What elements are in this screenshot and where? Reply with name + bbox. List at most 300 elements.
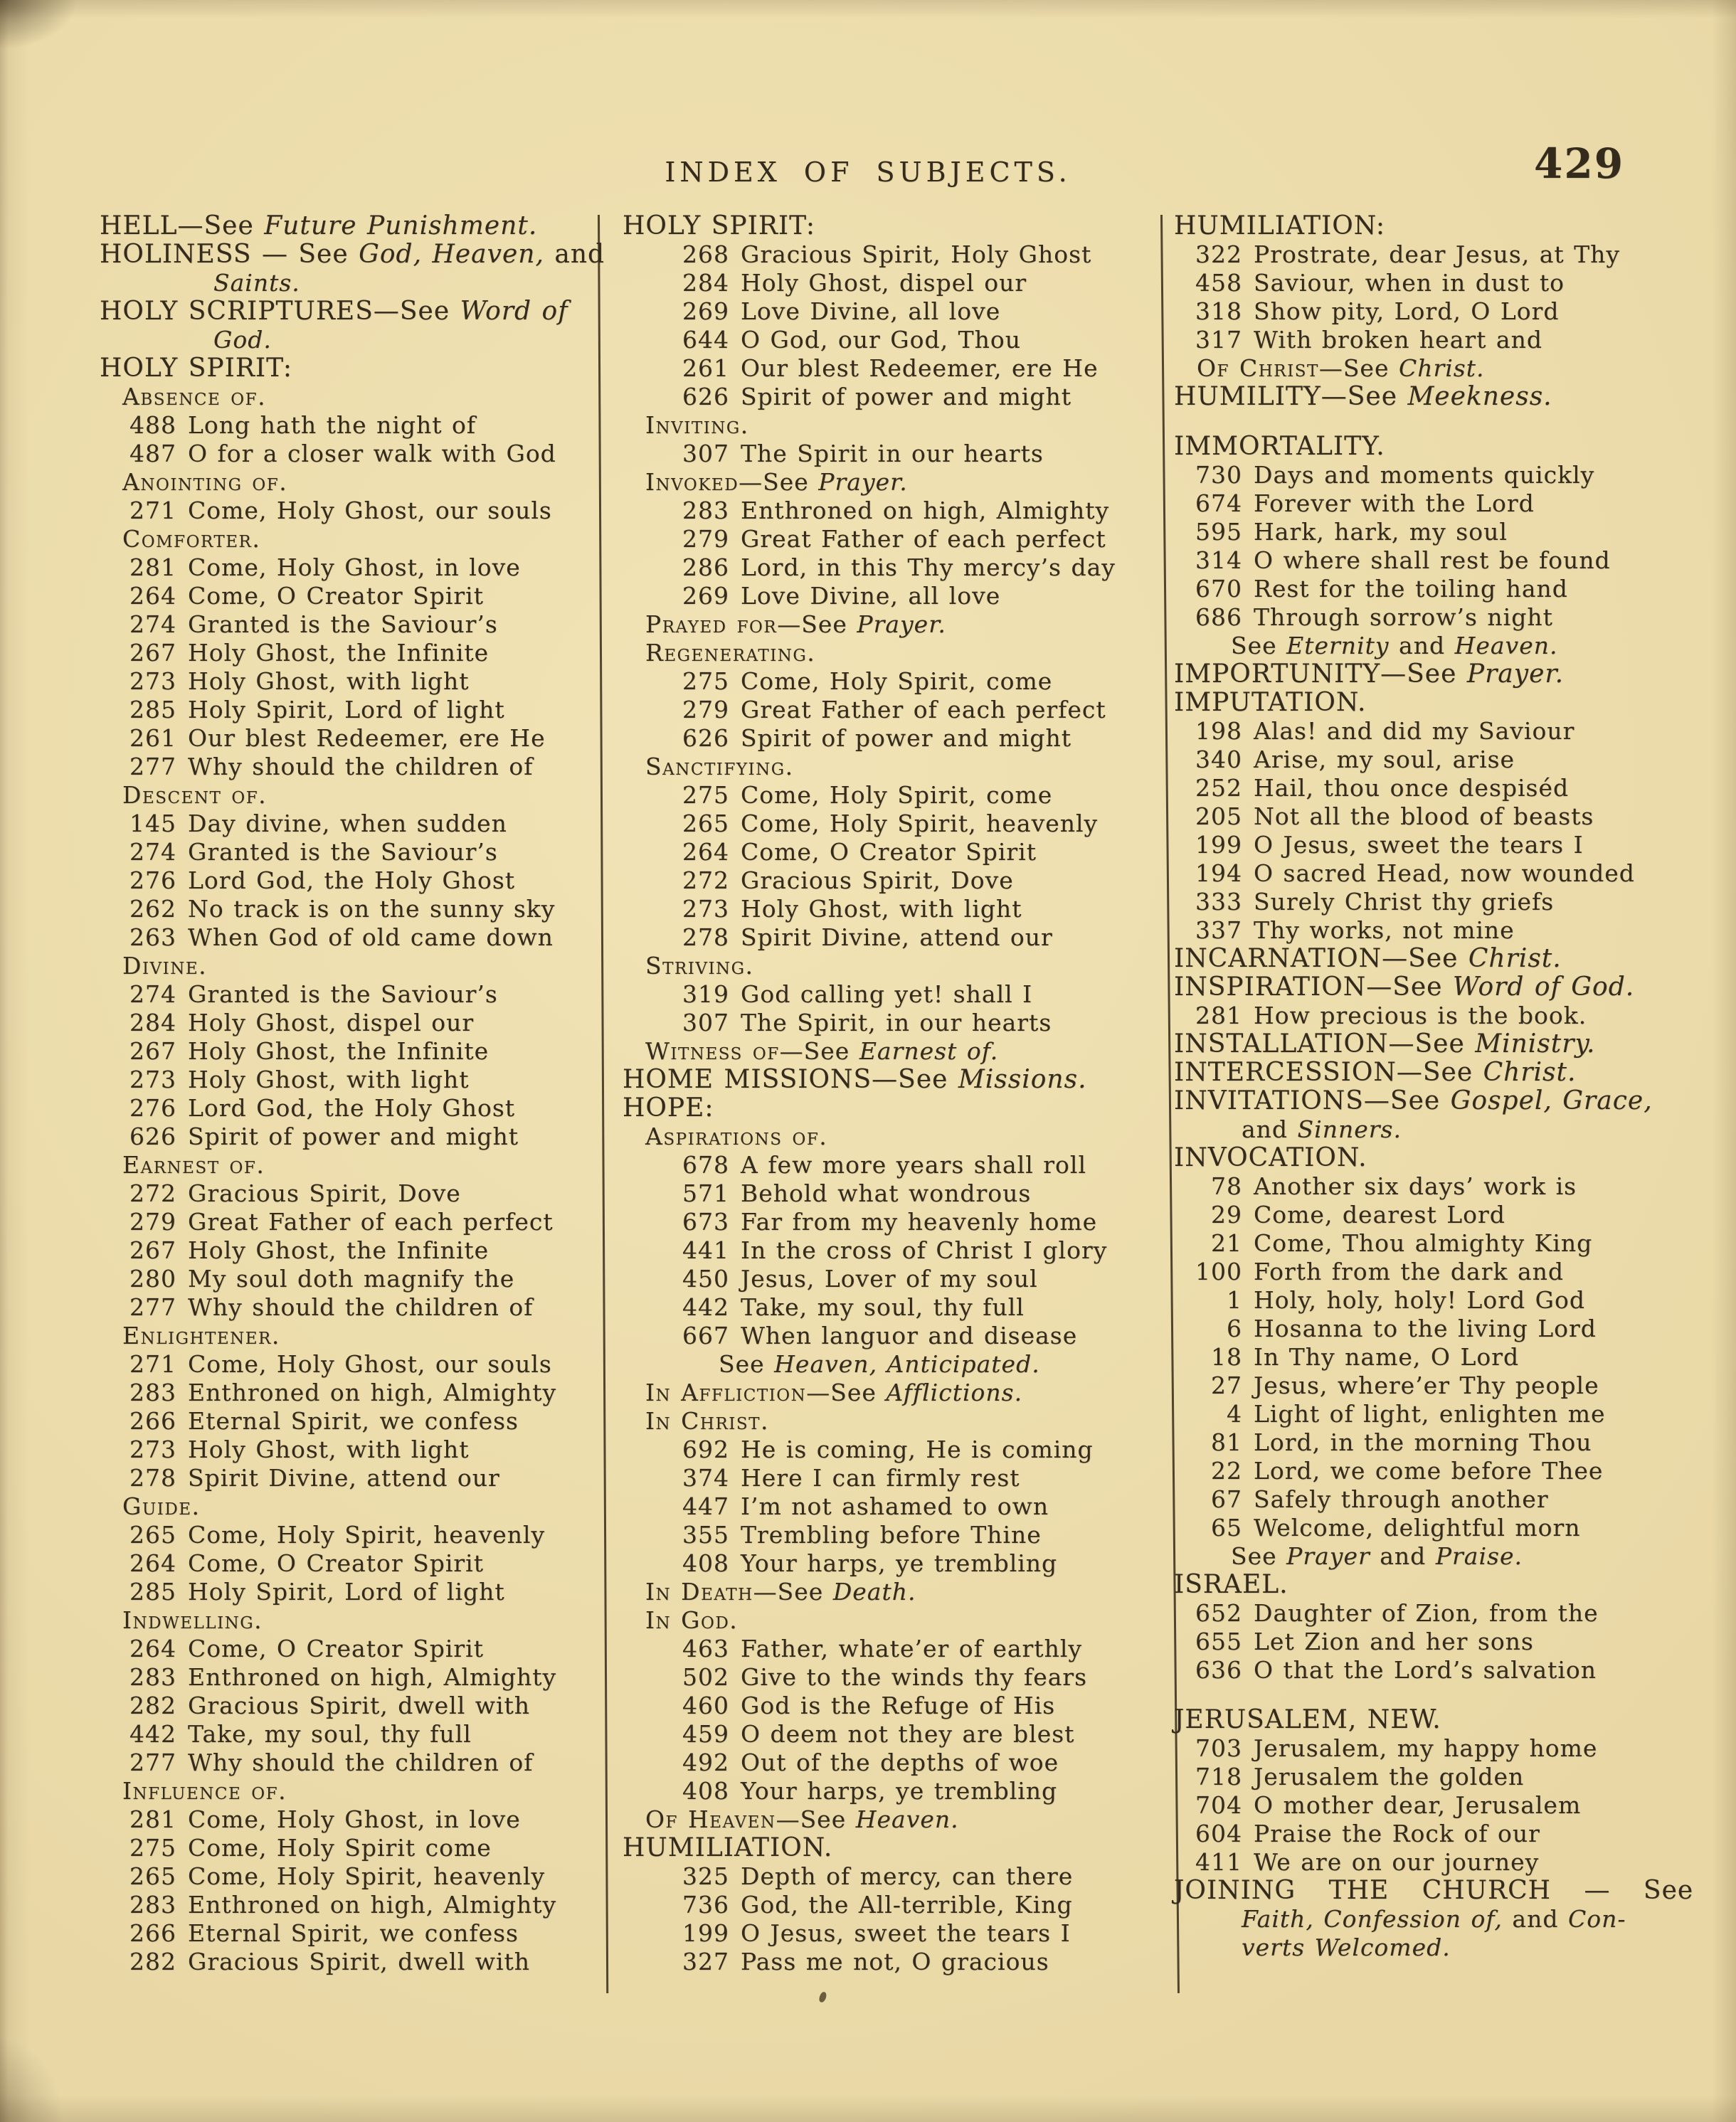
hymn-first-line: Holy, holy, holy! Lord God <box>1254 1286 1585 1314</box>
hymn-number: 319 <box>682 980 729 1008</box>
hymn-first-line: Holy Ghost, dispel our <box>741 269 1027 297</box>
hymn-entry <box>623 582 1153 610</box>
hymn-number: 317 <box>1195 326 1242 354</box>
hymn-entry <box>1174 774 1672 802</box>
hymn-number: 492 <box>682 1749 729 1776</box>
hymn-number: 595 <box>1195 518 1242 546</box>
line-text: Guide. <box>122 1492 201 1520</box>
hymn-number: 267 <box>129 1236 176 1264</box>
hymn-entry <box>1174 461 1672 489</box>
hymn-number: 271 <box>129 497 176 524</box>
hymn-number: 281 <box>129 553 176 581</box>
hymn-number: 283 <box>129 1663 176 1691</box>
hymn-first-line: Spirit Divine, attend our <box>741 923 1053 951</box>
hymn-number: 268 <box>682 240 729 268</box>
hymn-first-line: O sacred Head, now wounded <box>1254 859 1635 887</box>
line-text: and Sinners. <box>1242 1115 1402 1143</box>
hymn-entry <box>623 240 1153 269</box>
hymn-first-line: Eternal Spirit, we confess <box>188 1919 519 1947</box>
hymn-entry <box>100 923 598 952</box>
hymn-entry <box>623 1236 1153 1265</box>
hymn-number: 355 <box>682 1521 729 1549</box>
hymn-first-line: Holy Ghost, with light <box>188 667 470 695</box>
spacer <box>1174 1685 1672 1706</box>
line-text: HELL—See Future Punishment. <box>100 211 538 240</box>
hymn-entry <box>1174 1172 1672 1201</box>
hymn-first-line: Granted is the Saviour’s <box>188 838 498 866</box>
hymn-number: 6 <box>1227 1315 1242 1342</box>
hymn-number: 282 <box>129 1948 176 1975</box>
hymn-entry <box>100 1208 598 1236</box>
hymn-entry <box>100 1464 598 1492</box>
hymn-first-line: O where shall rest be found <box>1254 546 1611 574</box>
hymn-first-line: God calling yet! shall I <box>741 980 1033 1008</box>
hymn-entry <box>1174 1820 1672 1848</box>
hymn-number: 282 <box>129 1692 176 1719</box>
hymn-number: 262 <box>129 895 176 923</box>
hymn-first-line: Your harps, ye trembling <box>741 1549 1058 1577</box>
hymn-first-line: Show pity, Lord, O Lord <box>1254 297 1560 325</box>
index-line <box>645 639 1153 667</box>
hymn-first-line: Gracious Spirit, Dove <box>188 1179 461 1207</box>
hymn-number: 463 <box>682 1635 729 1662</box>
hymn-number: 264 <box>682 838 729 866</box>
column-divider-left <box>598 215 608 1993</box>
hymn-first-line: Your harps, ye trembling <box>741 1777 1058 1805</box>
line-text: ISRAEL. <box>1174 1570 1288 1599</box>
hymn-number: 285 <box>129 1578 176 1606</box>
hymn-entry <box>623 980 1153 1009</box>
line-text: IMPORTUNITY—See Prayer. <box>1174 659 1565 689</box>
hymn-entry <box>623 781 1153 810</box>
hymn-first-line: With broken heart and <box>1254 326 1542 354</box>
hymn-first-line: Hosanna to the living Lord <box>1254 1315 1597 1342</box>
hymn-number: 325 <box>682 1862 729 1890</box>
index-line <box>645 1578 1153 1606</box>
hymn-first-line: Love Divine, all love <box>741 297 1001 325</box>
hymn-number: 411 <box>1195 1848 1242 1876</box>
hymn-number: 145 <box>129 810 176 837</box>
page-title: INDEX OF SUBJECTS. <box>665 157 1071 188</box>
hymn-first-line: Holy Ghost, dispel our <box>188 1009 475 1036</box>
hymn-entry <box>100 610 598 639</box>
hymn-first-line: Come, Holy Spirit, heavenly <box>188 1521 546 1549</box>
hymn-first-line: O God, our God, Thou <box>741 326 1021 354</box>
hymn-first-line: Rest for the toiling hand <box>1254 575 1568 603</box>
hymn-first-line: Holy Spirit, Lord of light <box>188 696 505 723</box>
hymn-first-line: Another six days’ work is <box>1254 1172 1577 1200</box>
index-line <box>213 269 598 297</box>
hymn-first-line: Come, Holy Spirit, come <box>741 781 1053 809</box>
line-text: Influence of. <box>122 1777 287 1805</box>
line-text: See Eternity and Heaven. <box>1231 632 1558 659</box>
index-line <box>1174 1030 1672 1059</box>
hymn-entry <box>623 1179 1153 1208</box>
hymn-first-line: Granted is the Saviour’s <box>188 980 498 1008</box>
line-text: Enlightener. <box>122 1322 280 1349</box>
hymn-first-line: He is coming, He is coming <box>741 1436 1094 1463</box>
hymn-entry <box>623 1293 1153 1322</box>
hymn-entry <box>100 1265 598 1293</box>
hymn-first-line: Lord, in the morning Thou <box>1254 1428 1592 1456</box>
hymn-number: 284 <box>129 1009 176 1036</box>
hymn-first-line: O for a closer walk with God <box>188 440 556 467</box>
line-text: Absence of. <box>122 383 267 410</box>
line-text: HUMILIATION: <box>1174 211 1386 240</box>
hymn-number: 408 <box>682 1549 729 1577</box>
hymn-first-line: Why should the children of <box>188 1293 534 1321</box>
index-line <box>100 354 598 383</box>
hymn-entry <box>623 1322 1153 1350</box>
hymn-first-line: Behold what wondrous <box>741 1179 1032 1207</box>
hymn-first-line: Come, Holy Spirit come <box>188 1834 492 1862</box>
hymn-number: 333 <box>1195 888 1242 916</box>
hymn-entry <box>623 1492 1153 1521</box>
hymn-entry <box>623 1720 1153 1749</box>
index-line <box>213 326 598 354</box>
hymn-first-line: Long hath the night of <box>188 411 477 439</box>
hymn-first-line: My soul doth magnify the <box>188 1265 515 1293</box>
index-line <box>1174 383 1672 411</box>
index-line <box>645 411 1153 440</box>
index-line <box>122 525 598 553</box>
hymn-first-line: Let Zion and her sons <box>1254 1628 1534 1655</box>
line-text: Regenerating. <box>645 639 816 667</box>
line-text: Sanctifying. <box>645 753 794 780</box>
hymn-entry <box>623 1151 1153 1179</box>
hymn-number: 269 <box>682 582 729 610</box>
hymn-number: 272 <box>129 1179 176 1207</box>
hymn-entry <box>100 1720 598 1749</box>
hymn-entry <box>100 1919 598 1948</box>
hymn-entry <box>623 1549 1153 1578</box>
line-text: Faith, Confession of, and Con- <box>1242 1905 1626 1933</box>
hymn-entry <box>1174 1791 1672 1820</box>
index-line <box>645 610 1153 639</box>
hymn-number: 276 <box>129 1094 176 1122</box>
hymn-entry <box>1174 269 1672 297</box>
hymn-number: 374 <box>682 1464 729 1492</box>
index-line <box>645 753 1153 781</box>
line-text: IMPUTATION. <box>1174 688 1367 717</box>
hymn-first-line: God, the All-terrible, King <box>741 1891 1073 1919</box>
hymn-number: 275 <box>682 781 729 809</box>
line-text: In Christ. <box>645 1407 769 1435</box>
hymn-first-line: O Jesus, sweet the tears I <box>1254 831 1584 859</box>
hymn-number: 194 <box>1195 859 1242 887</box>
hymn-first-line: Day divine, when sudden <box>188 810 507 837</box>
hymn-entry <box>1174 1599 1672 1628</box>
hymn-entry <box>1174 1763 1672 1791</box>
index-line <box>1174 660 1672 689</box>
hymn-number: 736 <box>682 1891 729 1919</box>
hymn-first-line: Holy Ghost, the Infinite <box>188 1037 489 1065</box>
hymn-number: 29 <box>1211 1201 1242 1229</box>
hymn-entry <box>1174 297 1672 326</box>
hymn-number: 279 <box>682 525 729 553</box>
hymn-entry <box>1174 746 1672 774</box>
line-text: JOINING THE CHURCH — See <box>1174 1876 1694 1905</box>
hymn-entry <box>623 1265 1153 1293</box>
hymn-number: 442 <box>682 1293 729 1321</box>
line-text: Invoked—See Prayer. <box>645 468 908 496</box>
hymn-number: 441 <box>682 1236 729 1264</box>
hymn-first-line: Great Father of each perfect <box>741 525 1106 553</box>
hymn-number: 318 <box>1195 297 1242 325</box>
hymn-first-line: Our blest Redeemer, ere He <box>188 724 546 752</box>
hymn-first-line: Jerusalem the golden <box>1254 1763 1525 1791</box>
hymn-number: 266 <box>129 1407 176 1435</box>
hymn-entry <box>100 1094 598 1123</box>
hymn-number: 27 <box>1211 1372 1242 1399</box>
hymn-first-line: Come, O Creator Spirit <box>188 1635 484 1662</box>
index-line <box>623 1834 1153 1862</box>
hymn-number: 199 <box>1195 831 1242 859</box>
hymn-first-line: Holy Ghost, with light <box>188 1066 470 1093</box>
hymn-first-line: Alas! and did my Saviour <box>1254 717 1575 745</box>
hymn-entry <box>100 1436 598 1464</box>
line-text: INSTALLATION—See Ministry. <box>1174 1029 1596 1059</box>
hymn-number: 644 <box>682 326 729 354</box>
hymn-number: 67 <box>1211 1485 1242 1513</box>
hymn-number: 655 <box>1195 1628 1242 1655</box>
hymn-first-line: We are on our journey <box>1254 1848 1540 1876</box>
hymn-number: 272 <box>682 866 729 894</box>
line-text: verts Welcomed. <box>1242 1933 1451 1961</box>
hymn-entry <box>100 553 598 582</box>
hymn-entry <box>1174 603 1672 632</box>
index-column-1 <box>100 211 605 1976</box>
hymn-first-line: Come, Holy Spirit, heavenly <box>188 1862 546 1890</box>
line-text: HOLINESS — See God, Heaven, and <box>100 240 605 269</box>
hymn-number: 307 <box>682 440 729 467</box>
hymn-number: 447 <box>682 1492 729 1520</box>
hymn-first-line: Enthroned on high, Almighty <box>188 1891 557 1919</box>
line-text: Striving. <box>645 952 754 980</box>
line-text: HUMILITY—See Meekness. <box>1174 382 1552 411</box>
hymn-number: 674 <box>1195 489 1242 517</box>
hymn-number: 327 <box>682 1948 729 1975</box>
hymn-first-line: Our blest Redeemer, ere He <box>741 354 1099 382</box>
hymn-entry <box>100 1407 598 1436</box>
hymn-entry <box>623 895 1153 923</box>
index-line <box>1242 1933 1672 1962</box>
index-line <box>1231 632 1672 660</box>
hymn-entry <box>1174 546 1672 575</box>
hymn-number: 22 <box>1211 1457 1242 1485</box>
hymn-entry <box>100 1350 598 1379</box>
hymn-number: 277 <box>129 1749 176 1776</box>
hymn-first-line: Father, whate’er of earthly <box>741 1635 1083 1662</box>
hymn-number: 269 <box>682 297 729 325</box>
hymn-entry <box>1174 859 1672 888</box>
hymn-number: 252 <box>1195 774 1242 802</box>
hymn-entry <box>623 354 1153 383</box>
hymn-first-line: Spirit of power and might <box>741 383 1071 410</box>
hymn-number: 263 <box>129 923 176 951</box>
hymn-entry <box>623 497 1153 525</box>
hymn-entry <box>1174 1286 1672 1315</box>
line-text: Aspirations of. <box>645 1123 828 1150</box>
hymn-entry <box>1174 1457 1672 1485</box>
hymn-entry <box>623 724 1153 753</box>
hymn-entry <box>1174 489 1672 518</box>
spacer <box>1174 411 1672 433</box>
hymn-entry <box>623 297 1153 326</box>
hymn-first-line: O Jesus, sweet the tears I <box>741 1919 1071 1947</box>
hymn-number: 18 <box>1211 1343 1242 1371</box>
index-line <box>645 1606 1153 1635</box>
hymn-first-line: Safely through another <box>1254 1485 1549 1513</box>
line-text: Inviting. <box>645 411 749 439</box>
hymn-first-line: Jesus, where’er Thy people <box>1254 1372 1599 1399</box>
hymn-first-line: Come, O Creator Spirit <box>188 582 484 610</box>
hymn-first-line: Come, Holy Ghost, in love <box>188 553 521 581</box>
line-text: Divine. <box>122 952 208 980</box>
index-line <box>122 1322 598 1350</box>
hymn-first-line: O deem not they are blest <box>741 1720 1075 1748</box>
hymn-first-line: In Thy name, O Lord <box>1254 1343 1520 1371</box>
line-text: HOLY SCRIPTURES—See Word of <box>100 297 568 326</box>
hymn-number: 487 <box>129 440 176 467</box>
hymn-entry <box>100 980 598 1009</box>
hymn-entry <box>623 1208 1153 1236</box>
line-text: HOME MISSIONS—See Missions. <box>623 1065 1087 1094</box>
line-text: HOLY SPIRIT: <box>623 211 816 240</box>
index-line <box>100 240 605 269</box>
index-line <box>122 952 598 980</box>
hymn-first-line: Come, dearest Lord <box>1254 1201 1505 1229</box>
index-line <box>122 1777 598 1805</box>
hymn-entry <box>623 1919 1153 1948</box>
hymn-number: 626 <box>129 1123 176 1150</box>
hymn-entry <box>1174 831 1672 859</box>
hymn-first-line: Come, Thou almighty King <box>1254 1229 1593 1257</box>
line-text: IMMORTALITY. <box>1174 432 1385 461</box>
hymn-number: 703 <box>1195 1734 1242 1762</box>
hymn-first-line: Days and moments quickly <box>1254 461 1595 489</box>
hymn-number: 604 <box>1195 1820 1242 1847</box>
hymn-first-line: I’m not ashamed to own <box>741 1492 1049 1520</box>
hymn-first-line: Lord God, the Holy Ghost <box>188 1094 516 1122</box>
hymn-number: 626 <box>682 383 729 410</box>
hymn-entry <box>1174 575 1672 603</box>
hymn-number: 265 <box>129 1521 176 1549</box>
hymn-number: 626 <box>682 724 729 752</box>
index-line <box>1174 973 1672 1002</box>
line-text: Witness of—See Earnest of. <box>645 1037 999 1065</box>
index-line <box>645 952 1153 980</box>
hymn-entry <box>1174 1315 1672 1343</box>
hymn-first-line: Come, Holy Ghost, our souls <box>188 497 552 524</box>
line-text: See Heaven, Anticipated. <box>719 1350 1040 1378</box>
hymn-entry <box>100 1578 598 1606</box>
hymn-first-line: Hail, thou once despiséd <box>1254 774 1570 802</box>
hymn-first-line: Holy Spirit, Lord of light <box>188 1578 505 1606</box>
hymn-entry <box>1174 1428 1672 1457</box>
line-text: Indwelling. <box>122 1606 263 1634</box>
line-text: Of Heaven—See Heaven. <box>645 1805 959 1833</box>
hymn-number: 65 <box>1211 1514 1242 1542</box>
hymn-number: 261 <box>129 724 176 752</box>
line-text: See Prayer and Praise. <box>1231 1542 1523 1570</box>
hymn-entry <box>1174 1485 1672 1514</box>
hymn-number: 322 <box>1195 240 1242 268</box>
hymn-number: 281 <box>1195 1002 1242 1029</box>
hymn-first-line: Lord, we come before Thee <box>1254 1457 1604 1485</box>
hymn-first-line: Gracious Spirit, dwell with <box>188 1948 531 1975</box>
hymn-entry <box>100 1293 598 1322</box>
hymn-first-line: Spirit of power and might <box>188 1123 519 1150</box>
hymn-entry <box>623 1009 1153 1037</box>
hymn-number: 275 <box>682 667 729 695</box>
index-line <box>645 1037 1153 1066</box>
hymn-first-line: The Spirit, in our hearts <box>741 1009 1052 1036</box>
hymn-first-line: Welcome, delightful morn <box>1254 1514 1581 1542</box>
hymn-first-line: Forth from the dark and <box>1254 1258 1565 1285</box>
hymn-entry <box>100 1066 598 1094</box>
hymn-number: 571 <box>682 1179 729 1207</box>
index-line <box>1174 689 1672 717</box>
hymn-number: 21 <box>1211 1229 1242 1257</box>
hymn-number: 502 <box>682 1663 729 1691</box>
hymn-number: 667 <box>682 1322 729 1349</box>
hymn-entry <box>100 838 598 866</box>
hymn-entry <box>100 696 598 724</box>
hymn-entry <box>1174 888 1672 916</box>
hymn-entry <box>100 724 598 753</box>
hymn-number: 686 <box>1195 603 1242 631</box>
index-line <box>1174 945 1672 973</box>
hymn-number: 285 <box>129 696 176 723</box>
line-text: Anointing of. <box>122 468 288 496</box>
hymn-entry <box>100 639 598 667</box>
hymn-first-line: Jesus, Lover of my soul <box>741 1265 1038 1293</box>
hymn-entry <box>623 1891 1153 1919</box>
hymn-number: 274 <box>129 838 176 866</box>
hymn-first-line: Gracious Spirit, dwell with <box>188 1692 531 1719</box>
hymn-number: 458 <box>1195 269 1242 297</box>
line-text: Prayed for—See Prayer. <box>645 610 946 638</box>
line-text: INVOCATION. <box>1174 1143 1367 1172</box>
hymn-first-line: How precious is the book. <box>1254 1002 1587 1029</box>
line-text: Earnest of. <box>122 1151 265 1179</box>
hymn-number: 264 <box>129 1549 176 1577</box>
index-line <box>1242 1905 1672 1933</box>
hymn-number: 100 <box>1195 1258 1242 1285</box>
hymn-number: 274 <box>129 980 176 1008</box>
hymn-entry <box>1174 1656 1672 1685</box>
hymn-entry <box>623 810 1153 838</box>
line-text: INSPIRATION—See Word of God. <box>1174 972 1635 1002</box>
hymn-entry <box>623 923 1153 952</box>
index-line <box>122 1151 598 1179</box>
hymn-number: 718 <box>1195 1763 1242 1791</box>
index-column-2 <box>623 212 1153 1976</box>
index-line <box>1197 354 1672 383</box>
hymn-first-line: Give to the winds thy fears <box>741 1663 1088 1691</box>
hymn-entry <box>623 326 1153 354</box>
index-line <box>122 383 598 411</box>
hymn-entry <box>623 1464 1153 1492</box>
hymn-entry <box>100 1663 598 1692</box>
hymn-first-line: Arise, my soul, arise <box>1254 746 1515 773</box>
hymn-entry <box>1174 518 1672 546</box>
index-line <box>1174 1876 1694 1905</box>
hymn-entry <box>623 696 1153 724</box>
index-line <box>1174 433 1672 461</box>
hymn-number: 283 <box>682 497 729 524</box>
